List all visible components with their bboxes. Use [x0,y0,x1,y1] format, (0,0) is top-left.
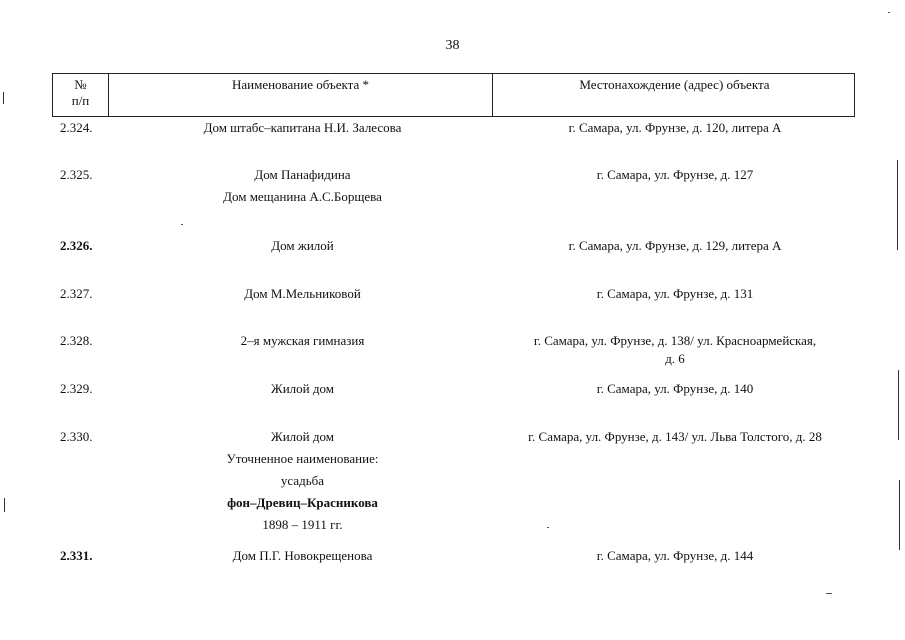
scan-edge-mark [4,498,5,512]
object-name [110,117,495,139]
row-number: 2.329. [60,381,93,396]
row-number: 2.324. [60,120,93,135]
scan-edge-mark [898,370,899,440]
row-number: 2.326. [60,238,93,253]
object-address-line: г. Самара, ул. Фрунзе, д. 131 [596,286,754,301]
table-header [52,73,855,117]
object-address [495,117,855,139]
object-address-line: г. Самара, ул. Фрунзе, д. 143/ ул. Льва Толстого, д. 28 [528,429,822,444]
object-name-line: 1898 – 1911 гг. [262,517,343,532]
object-name-line: фон–Древиц–Красникова [227,495,378,510]
object-address-line: г. Самара, ул. Фрунзе, д. 144 [596,548,754,563]
object-name [110,283,495,305]
object-name-line: усадьба [280,473,325,488]
object-address-line: д. 6 [665,351,685,366]
page-number: 38 [445,38,460,53]
scan-speck [547,527,549,528]
object-address-line: г. Самара, ул. Фрунзе, д. 140 [596,381,754,396]
header-name-column: Наименование объекта * [109,74,493,116]
row-number: 2.327. [60,286,93,301]
object-address [490,426,860,448]
object-name-line: 2–я мужская гимназия [240,333,365,348]
scan-speck [826,593,832,594]
object-address-line: г. Самара, ул. Фрунзе, д. 127 [596,167,754,182]
scan-speck [888,12,890,13]
object-name-line: Уточненное наименование: [226,451,379,466]
object-address [495,235,855,257]
header-number-column [53,74,109,116]
object-name-line: Дом Панафидина [254,167,351,182]
object-name [110,330,495,352]
scan-speck [181,224,183,225]
object-address-line: г. Самара, ул. Фрунзе, д. 129, литера А [568,238,782,253]
object-name-line: Дом жилой [271,238,334,253]
object-name [110,426,495,536]
object-name-line: Жилой дом [271,429,334,444]
scan-edge-mark [3,92,4,104]
row-number: 2.331. [60,548,93,563]
header-number-symbol: № [74,77,87,92]
object-name-line: Жилой дом [271,381,334,396]
object-address [495,283,855,305]
object-name [110,378,495,400]
object-address [495,545,855,567]
row-number: 2.325. [60,167,93,182]
row-number: 2.330. [60,429,93,444]
header-number-label: п/п [71,93,90,108]
object-address-line: г. Самара, ул. Фрунзе, д. 138/ ул. Красноармейская, [533,333,817,348]
object-name-line: Дом штабс–капитана Н.И. Залесова [203,120,402,135]
object-address [495,332,855,368]
object-address [495,378,855,400]
object-address [495,164,855,186]
object-name-line: Дом П.Г. Новокрещенова [232,548,373,563]
row-number: 2.328. [60,333,93,348]
object-name-line: Дом М.Мельниковой [244,286,361,301]
header-address-column: Местонахождение (адрес) объекта [579,77,770,92]
object-name [110,235,495,257]
object-name-line: Дом мещанина А.С.Борщева [223,189,382,204]
scan-edge-mark [899,480,900,550]
scan-edge-mark [897,160,898,250]
object-address-line: г. Самара, ул. Фрунзе, д. 120, литера А [568,120,782,135]
object-name [110,545,495,567]
object-name [110,164,495,208]
